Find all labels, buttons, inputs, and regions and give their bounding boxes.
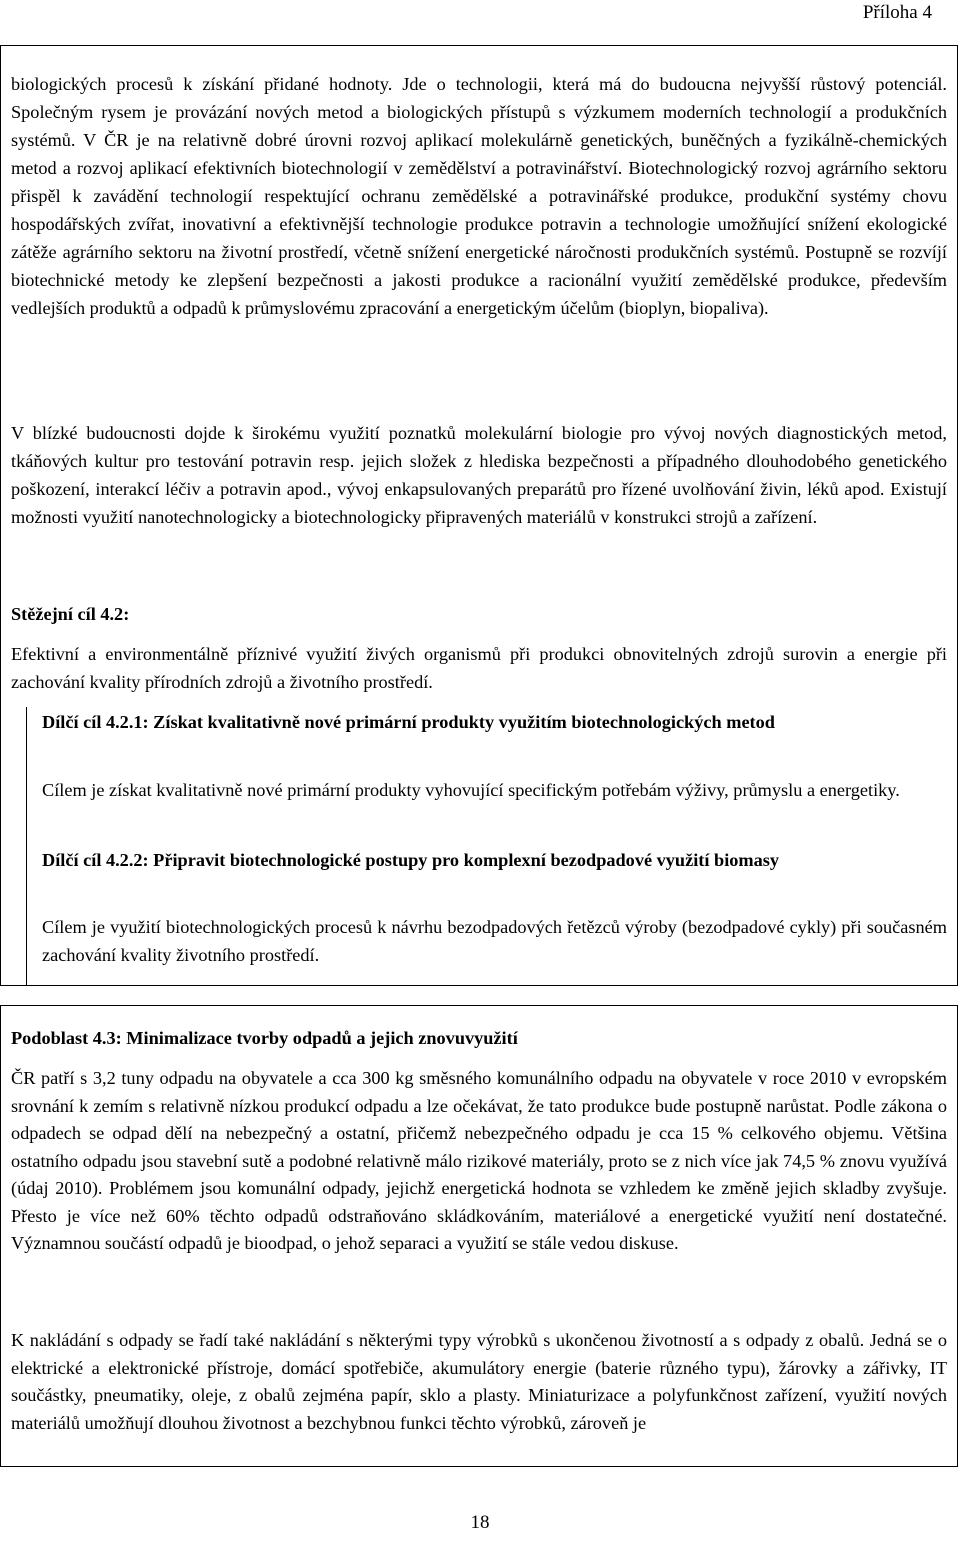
sub-goal-2-text: Cílem je využití biotechnologických procesů k návrhu bezodpadových řetězců výroby (bezodpadové cykly) při současném zachování kvality životního prostředí. [42,917,947,965]
goal-text: Efektivní a environmentálně příznivé využití živých organismů při produkci obnovitelných zdrojů surovin a energie při zachování kvality přírodních zdrojů a životního prostředí. [11,644,947,692]
paragraph-biotech-intro: biologických procesů k získání přidané hodnoty. Jde o technologii, která má do budoucna nejvyšší růstový potenciál. Společným rysem je provázání nových metod a biologických přístupů s výzkumem moderních technologií a produkčních systémů. V ČR je na relativně dobré úrovni rozvoj aplikací molekulárně genetických, buněčných a fyzikálně-chemických metod a rozvoj aplikací efektivních biotechnologií v zemědělství a potravinářství. Biotechnologický rozvoj agrárního sektoru přispěl k zavádění technologií respektující ochranu zemědělské a potravinářské produkce, produkční systémy chovu hospodářských zvířat, inovativní a efektivnější technologie produkce potravin a technologie umožňující snížení ekologické zátěže agrárního sektoru na životní prostředí, včetně snížení energetické náročnosti produkčních systémů. Postupně se rozvíjí biotechnické metody ke zlepšení bezpečnosti a jakosti produkce a racionální využití zemědělské produkce, především vedlejších produktů a odpadů k průmyslovému zpracování a energetickým účelům (bioplyn, biopaliva). [11,74,947,318]
paragraph-near-future: V blízké budoucnosti dojde k širokému využití poznatků molekulární biologie pro vývoj nových diagnostických metod, tkáňových kultur pro testování potravin resp. jejich složek z hlediska bezpečnosti a případného dlouhodobého genetického poškození, interakcí léčiv a potravin apod., vývoj enkapsulovaných preparátů pro řízené uvolňování živin, léků apod. Existují možnosti využití nanotechnologicky a biotechnologicky připravených materiálů v konstrukci strojů a zařízení. [11,423,947,527]
sub-goal-1-text: Cílem je získat kvalitativně nové primární produkty vyhovující specifickým potřebám výživy, průmyslu a energetiky. [42,780,900,800]
appendix-label: Příloha 4 [862,2,932,23]
paragraph-waste-stats: ČR patří s 3,2 tuny odpadu na obyvatele a cca 300 kg směsného komunálního odpadu na obyvatele v roce 2010 v evropském srovnání k zemím s relativně nízkou produkcí odpadu a lze očekávat, že tato produkce bude postupně narůstat. Podle zákona o odpadech se odpad dělí na nebezpečný a ostatní, přičemž nebezpečného odpadu je cca 15 % celkového objemu. Většina ostatního odpadu jsou stavební sutě a podobné relativně málo rizikové materiály, proto se z nich více jak 74,5 % znovu využívá (údaj 2010). Problémem jsou komunální odpady, jejichž energetická hodnota se vzhledem ke změně jejich skladby zvyšuje. Přesto je více než 60% těchto odpadů odstraňováno skládkováním, materiálové a energetické využití není dostatečné. Významnou součástí odpadů je bioodpad, o jehož separaci a využití se stále vedou diskuse. [11,1068,947,1253]
page-number: 18 [470,1512,490,1533]
sub-goal-1-heading: Dílčí cíl 4.2.1: Získat kvalitativně nové primární produkty využitím biotechnologických metod [42,712,775,732]
paragraph-waste-handling: K nakládání s odpady se řadí také nakládání s některými typy výrobků s ukončenou životností a s odpady z obalů. Jedná se o elektrické a elektronické přístroje, domácí spotřebiče, akumulátory energie (baterie různého typu), žárovky a zářivky, IT součástky, pneumatiky, oleje, z obalů zejména papír, sklo a plasty. Miniaturizace a polyfunkčnost zařízení, využití nových materiálů umožňují dlouhou životnost a bezchybnou funkci těchto výrobků, zároveň je [11,1330,947,1433]
sub-goal-2-heading: Dílčí cíl 4.2.2: Připravit biotechnologické postupy pro komplexní bezodpadové využití biomasy [42,850,780,870]
sub-goal-bracket [26,707,27,986]
subarea-heading: Podoblast 4.3: Minimalizace tvorby odpadů a jejich znovuvyužití [11,1028,518,1048]
goal-heading: Stěžejní cíl 4.2: [11,604,130,624]
